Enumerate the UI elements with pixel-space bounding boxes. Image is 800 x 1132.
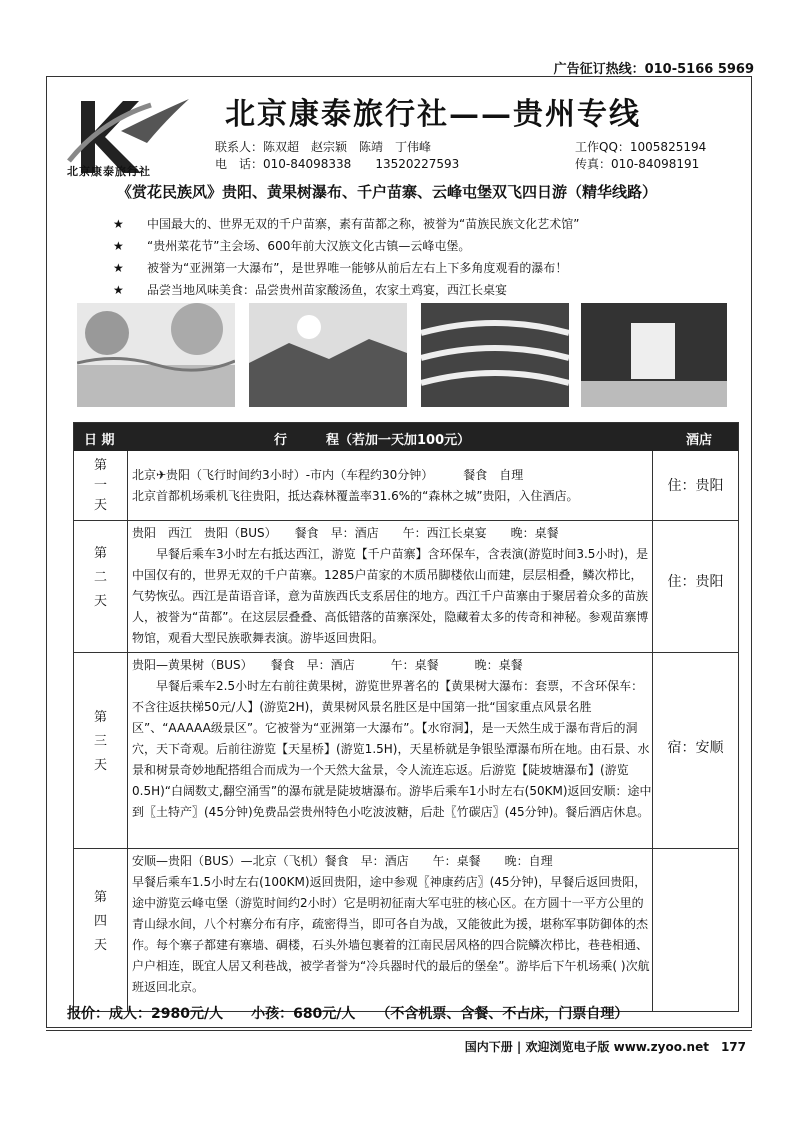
star-icon: ★	[113, 217, 124, 231]
photo-terraces	[421, 303, 569, 407]
star-icon: ★	[113, 239, 124, 253]
day-label: 第 四 天	[74, 849, 128, 1011]
star-icon: ★	[113, 283, 124, 297]
contact-fax: 传真：010-84098191	[575, 157, 700, 171]
feature-item: ★ “贵州菜花节”主会场、600年前大汉族文化古镇—云峰屯堡。	[113, 235, 579, 257]
page-frame	[46, 76, 752, 1028]
day-row	[74, 653, 738, 849]
feature-item: ★ 中国最大的、世界无双的千户苗寨，素有苗都之称，被誉为“苗族民族文化艺术馆”	[113, 213, 579, 235]
feature-list	[113, 213, 579, 301]
tour-title: 《赏花民族风》贵阳、黄果树瀑布、千户苗寨、云峰屯堡双飞四日游（精华线路）	[117, 183, 658, 201]
contact-phone: 电 话：010-84098338 13520227593	[215, 157, 460, 171]
day-content: 贵阳 西江 贵阳（BUS） 餐食 早：酒店 午：西江长桌宴 晚：桌餐 早餐后乘车3小时左右抵达西江，游览【千户苗寨】含环保车，含表演(游览时间3.5小时)，是中国仅有的，世界无双的千户苗寨。1285户苗家的木质吊脚楼依山而建，层层相叠，鳞次栉比，气势恢弘。西江是苗语音译，意为苗族西氏支系居住的地方。西江千户苗寨由于聚居着众多的苗族人，被誉为“苗都”。在这层层叠叠、高低错落的苗寨深处，隐藏着太多的传奇和神秘。参观苗寨博物馆，观看大型民族歌舞表演。游毕返回贵阳。	[132, 526, 649, 645]
page-footer: 国内下册 | 欢迎浏览电子版 www.zyoo.net 177	[464, 1040, 746, 1054]
star-icon: ★	[113, 261, 124, 275]
day-label: 第 一 天	[74, 451, 128, 520]
contact-qq: 工作QQ：1005825194	[575, 140, 707, 154]
itinerary-table	[73, 422, 739, 1012]
photo-flower-fields	[77, 303, 235, 407]
day-hotel	[652, 849, 738, 1011]
brand-title: 北京康泰旅行社——贵州专线	[225, 97, 641, 132]
feature-item: ★ 被誉为“亚洲第一大瀑布”，是世界唯一能够从前后左右上下多角度观看的瀑布！	[113, 257, 579, 279]
day-label: 第 三 天	[74, 653, 128, 848]
logo-text: 北京康泰旅行社	[67, 165, 151, 178]
day-hotel: 住：贵阳	[652, 521, 738, 652]
ad-hotline: 广告征订热线：010-5166 5969	[553, 62, 754, 77]
price-line: 报价：成人：2980元/人 小孩：680元/人 （不含机票、含餐、不占床，门票自理）	[67, 1006, 629, 1022]
day-row	[74, 521, 738, 653]
header-itinerary: 行 程（若加一天加100元）	[274, 433, 471, 448]
day-content: 贵阳—黄果树（BUS） 餐食 早：酒店 午：桌餐 晚：桌餐 早餐后乘车2.5小时左右前往黄果树，游览世界著名的【黄果树大瀑布：套票，不含环保车：不含往返扶梯50元/人】(游览2H)，黄果树风景名胜区是中国第一批“国家重点风景名胜区”、“AAAAA级景区”。它被誉为“亚洲第一大瀑布”。【水帘洞】，是一天然生成于瀑布背后的洞穴，天下奇观。后前往游览【天星桥】(游览1.5H)，天星桥就是争银坠潭瀑布所在地。由石景、水景和树景奇妙地配搭组合而成为一个天然大盆景，令人流连忘返。后游览【陡坡塘瀑布】(游览0.5H)“白阔数丈,翻空涌雪”的瀑布就是陡坡塘瀑布。游毕后乘车1小时左右(50KM)返回安顺：途中到〖土特产〗(45分钟)免费品尝贵州特色小吃波波糖，后赴〖竹碳店〗(45分钟)。餐后酒店休息。	[132, 658, 652, 819]
contact-people: 联系人：陈双超 赵宗颖 陈靖 丁伟峰	[215, 140, 432, 154]
photo-strip	[77, 303, 727, 407]
table-header	[74, 423, 738, 451]
day-row	[74, 849, 738, 1011]
header-hotel: 酒店	[685, 433, 712, 448]
photo-valley	[249, 303, 407, 407]
day-content: 安顺—贵阳（BUS）—北京（飞机）餐食 早：酒店 午：桌餐 晚：自理 早餐后乘车1.5小时左右(100KM)返回贵阳，途中参观〖神康药店〗(45分钟)，早餐后返回贵阳，途中游览云峰屯堡（游览时间约2小时）它是明初征南大军屯驻的核心区。在方圆十一平方公里的青山绿水间，八个村寨分布有序，疏密得当，即可各自为战，又能彼此为援，堪称军事防御体的杰作。每个寨子都建有寨墙、碉楼，石头外墙包裹着的江南民居风格的四合院鳞次栉比，巷巷相通、户户相连，既宜人居又利巷战，被学者誉为“冷兵器时代的最后的堡垒”。游毕后下午机场乘( )次航班返回北京。	[132, 854, 650, 994]
photo-waterfall	[581, 303, 727, 407]
footer-divider	[46, 1030, 752, 1031]
header-day: 日 期	[84, 433, 115, 448]
day-hotel: 宿：安顺	[652, 653, 738, 848]
day-row	[74, 451, 738, 521]
contact-info	[215, 139, 745, 173]
day-label: 第 二 天	[74, 521, 128, 652]
day-content: 北京✈贵阳（飞行时间约3小时）-市内（车程约30分钟） 餐食 自理 北京首都机场乘机飞往贵阳，抵达森林覆盖率31.6%的“森林之城”贵阳，入住酒店。	[132, 468, 579, 503]
day-hotel: 住：贵阳	[652, 451, 738, 520]
feature-item: ★ 品尝当地风味美食：品尝贵州苗家酸汤鱼，农家土鸡宴，西江长桌宴	[113, 279, 579, 301]
